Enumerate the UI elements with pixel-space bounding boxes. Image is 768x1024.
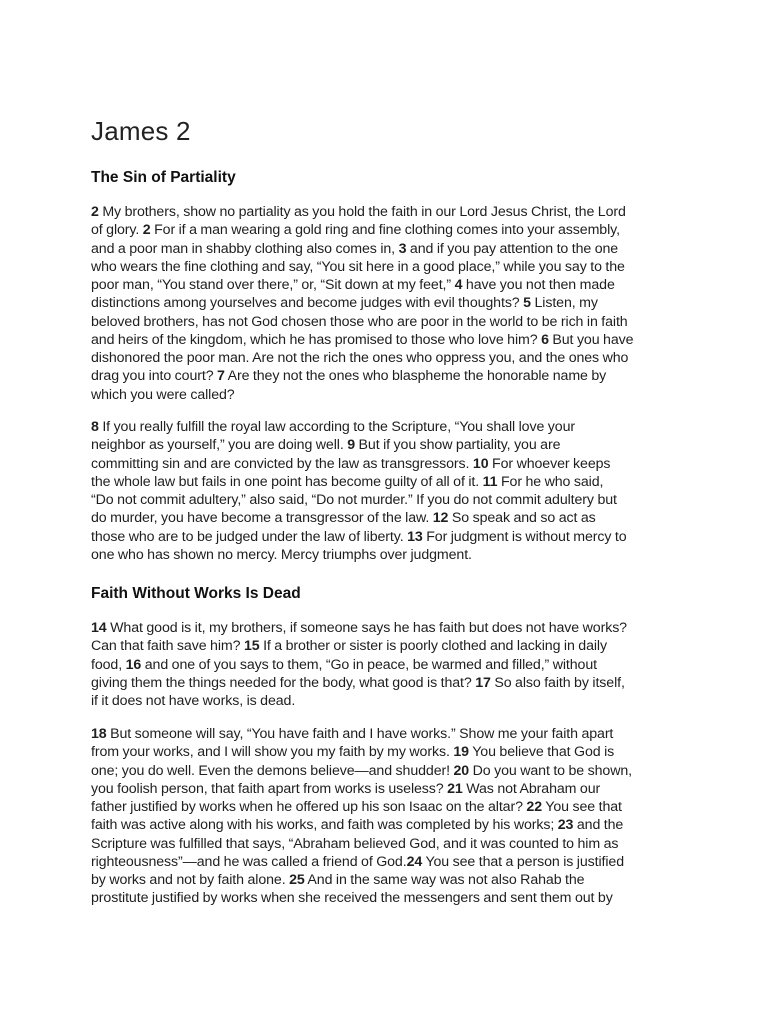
text-line: 14 What good is it, my brothers, if someone says he has faith but does not have works? xyxy=(91,620,627,636)
text-line: which you were called? xyxy=(91,386,235,403)
verse-number: 2 xyxy=(142,222,151,239)
text-line: the whole law but fails in one point has become guilty of all of it. 11 For he who said, xyxy=(91,473,604,490)
verse-number: 3 xyxy=(398,240,407,257)
text-line: one; you do well. Even the demons believe—and shudder! 20 Do you want to be shown, xyxy=(91,762,632,779)
page-title: James 2 xyxy=(91,116,191,146)
text-line: “Do not commit adultery,” also said, “Do not murder.” If you do not commit adultery but xyxy=(91,492,617,508)
text-line: drag you into court? 7 Are they not the ones who blaspheme the honorable name by xyxy=(91,368,607,385)
text-line: from your works, and I will show you my faith by my works. 19 You believe that God is xyxy=(91,744,615,761)
text-line: 2 My brothers, show no partiality as you hold the faith in our Lord Jesus Christ, the Lord xyxy=(91,204,626,220)
text-line: neighbor as yourself,” you are doing well. 9 But if you show partiality, you are xyxy=(91,437,561,454)
text-line: of glory. 2 For if a man wearing a gold ring and fine clothing comes into your assembly, xyxy=(91,222,620,239)
verse-number: 23 xyxy=(557,817,574,834)
verse-number: 6 xyxy=(541,331,549,348)
text-line: Can that faith save him? 15 If a brother or sister is poorly clothed and lacking in daily xyxy=(91,638,607,655)
text-line: food, 16 and one of you says to them, “Go in peace, be warmed and filled,” without xyxy=(91,656,597,673)
text-line: and heirs of the kingdom, which he has promised to those who love him? 6 But you have xyxy=(91,331,634,348)
text-line: Scripture was fulfilled that says, “Abraham believed God, and it was counted to him as xyxy=(91,835,619,852)
section-heading: The Sin of Partiality xyxy=(91,169,236,186)
text-line: faith was active along with his works, and faith was completed by his works; 23 and the xyxy=(91,817,624,834)
verse-number: 20 xyxy=(453,762,470,779)
verse-number: 16 xyxy=(125,656,142,673)
text-line: distinctions among yourselves and become judges with evil thoughts? 5 Listen, my xyxy=(91,295,598,312)
verse-number: 24 xyxy=(406,853,423,870)
text-line: dishonored the poor man. Are not the rich the ones who oppress you, and the ones who xyxy=(91,350,629,366)
verse-number: 8 xyxy=(91,419,99,435)
text-line: beloved brothers, has not God chosen those who are poor in the world to be rich in faith xyxy=(91,313,628,330)
text-line: one who has shown no mercy. Mercy triumphs over judgment. xyxy=(91,546,472,563)
text-line: and a poor man in shabby clothing also comes in, 3 and if you pay attention to the one xyxy=(91,240,619,257)
paragraph xyxy=(91,725,691,908)
text-line: you foolish person, that faith apart from works is useless? 21 Was not Abraham our xyxy=(91,780,601,797)
verse-number: 11 xyxy=(482,473,498,490)
verse-number: 7 xyxy=(217,368,225,385)
text-line: giving them the things needed for the body, what good is that? 17 So also faith by itself, xyxy=(91,674,625,691)
text-line: by works and not by faith alone. 25 And in the same way was not also Rahab the xyxy=(91,872,585,888)
verse-number: 4 xyxy=(454,277,463,293)
verse-number: 15 xyxy=(243,638,260,655)
paragraph xyxy=(91,418,691,564)
text-line: prostitute justified by works when she received the messengers and sent them out by xyxy=(91,890,613,907)
text-line: 8 If you really fulfill the royal law according to the Scripture, “You shall love your xyxy=(91,419,575,435)
text-line: if it does not have works, is dead. xyxy=(91,693,296,709)
text-line: who wears the fine clothing and say, “You sit here in a good place,” while you say to the xyxy=(91,258,625,275)
verse-number: 22 xyxy=(526,799,543,815)
verse-number: 18 xyxy=(91,726,107,742)
paragraph xyxy=(91,619,691,710)
verse-number: 14 xyxy=(91,620,107,636)
verse-number: 19 xyxy=(453,744,469,761)
verse-number: 13 xyxy=(407,528,423,545)
text-line: poor man, “You stand over there,” or, “Sit down at my feet,” 4 have you not then made xyxy=(91,277,615,293)
text-line: do murder, you have become a transgressor of the law. 12 So speak and so act as xyxy=(91,510,596,527)
verse-number: 2 xyxy=(91,204,99,220)
verse-number: 21 xyxy=(447,780,463,797)
text-line: father justified by works when he offered up his son Isaac on the altar? 22 You see that xyxy=(91,799,622,815)
text-line: righteousness”—and he was called a friend of God.24 You see that a person is justified xyxy=(91,853,624,870)
verse-number: 17 xyxy=(475,674,491,691)
verse-number: 5 xyxy=(523,295,531,312)
verse-number: 9 xyxy=(347,437,356,454)
verse-number: 12 xyxy=(432,510,449,527)
verse-number: 25 xyxy=(289,872,305,888)
text-line: those who are to be judged under the law of liberty. 13 For judgment is without mercy to xyxy=(91,528,627,545)
verse-number: 10 xyxy=(472,455,489,472)
paragraph xyxy=(91,203,691,404)
section-heading: Faith Without Works Is Dead xyxy=(91,585,301,602)
text-line: 18 But someone will say, “You have faith and I have works.” Show me your faith apart xyxy=(91,726,614,742)
text-line: committing sin and are convicted by the law as transgressors. 10 For whoever keeps xyxy=(91,455,611,472)
